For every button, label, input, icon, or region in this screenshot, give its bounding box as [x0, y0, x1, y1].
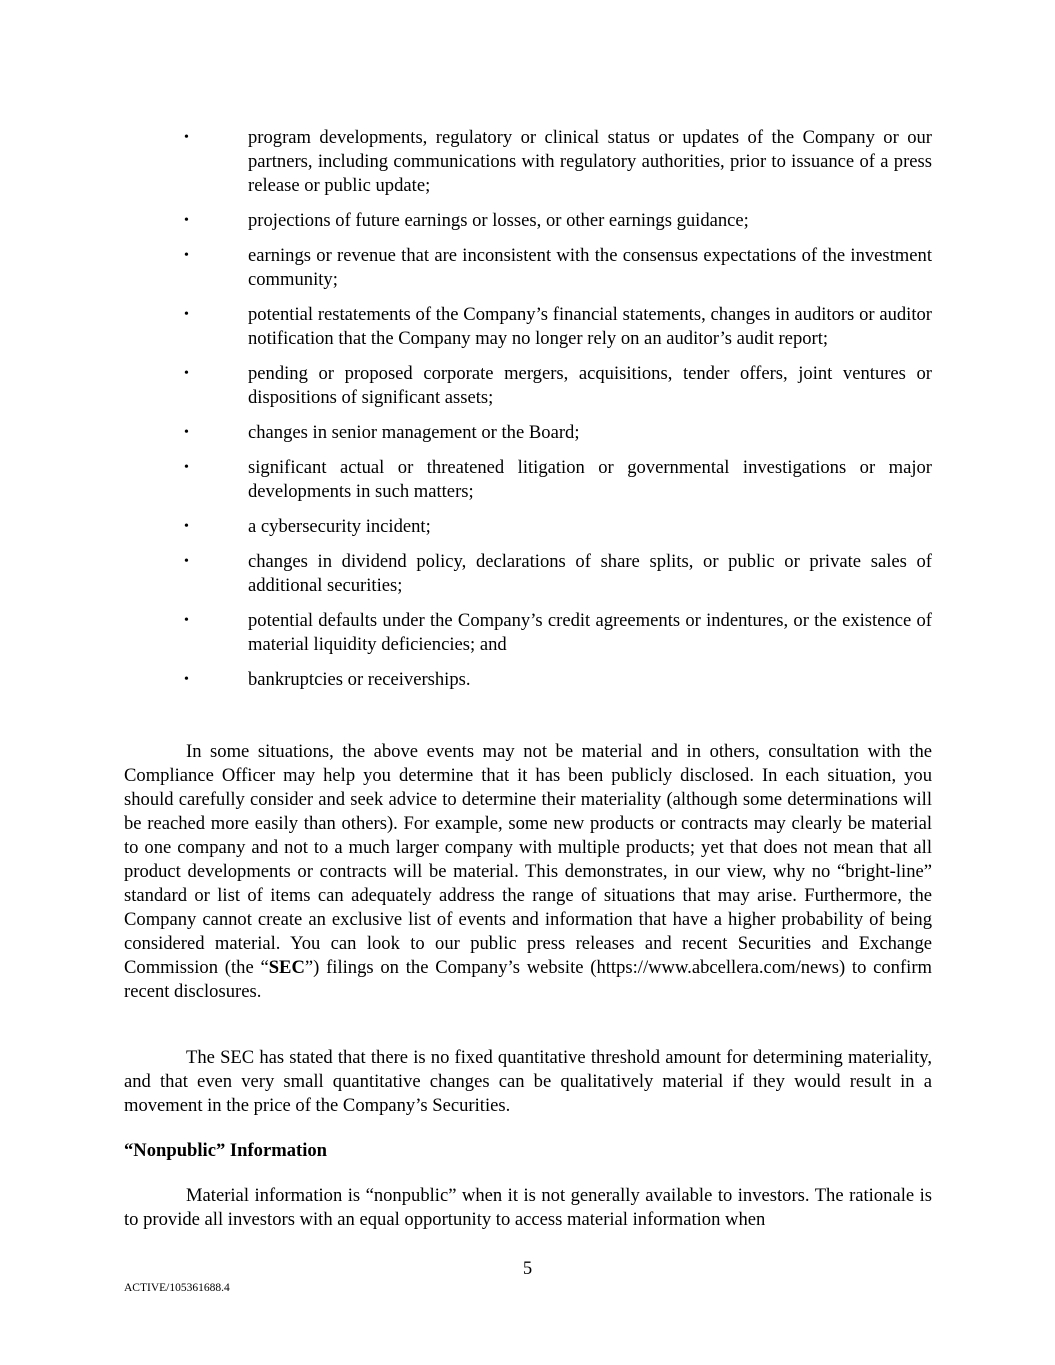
bullet-icon: •: [184, 366, 189, 381]
bullet-icon: •: [184, 554, 189, 569]
bullet-icon: •: [184, 460, 189, 475]
sec-defined-term: SEC: [268, 957, 305, 978]
list-item-text: changes in senior management or the Board;: [248, 422, 580, 443]
list-item: [124, 609, 932, 657]
materiality-paragraph-text-start: In some situations, the above events may not be material and in others, consultation with the Compliance Officer may help you determine that it has been publicly disclosed. In each situation, you should carefully consider and seek advice to determine their materiality (although some determinations will be reached more easily than others). For example, some new products or contracts may clearly be material to one company and not to a much larger company with multiple products; yet that does not mean that all product developments or contracts will be material. This demonstrates, in our view, why no “bright-line” standard or list of items can adequately address the range of situations that may arise. Furthermore, the Company cannot create an exclusive list of events and information that have a higher probability of being considered material. You can look to our public press releases and recent Securities and Exchange Commission (the “: [124, 741, 932, 978]
list-item-text: a cybersecurity incident;: [248, 516, 431, 537]
bullet-icon: •: [184, 425, 189, 440]
list-item: [124, 126, 932, 198]
list-item: [124, 421, 932, 445]
list-item-text: projections of future earnings or losses, or other earnings guidance;: [248, 210, 749, 231]
list-item: [124, 303, 932, 351]
list-item: [124, 456, 932, 504]
list-item: [124, 362, 932, 410]
list-item: [124, 244, 932, 292]
materiality-paragraph: [124, 740, 932, 1004]
document-id-footer: ACTIVE/105361688.4: [124, 1282, 230, 1294]
list-item-text: pending or proposed corporate mergers, acquisitions, tender offers, joint ventures or dispositions of significant assets;: [248, 363, 932, 408]
list-item-text: potential defaults under the Company’s credit agreements or indentures, or the existence of material liquidity deficiencies; and: [248, 610, 932, 655]
list-item: [124, 515, 932, 539]
bullet-icon: •: [184, 519, 189, 534]
sec-threshold-paragraph: The SEC has stated that there is no fixed quantitative threshold amount for determining materiality, and that even very small quantitative changes can be qualitatively material if they would result in a movement in the price of the Company’s Securities.: [124, 1047, 932, 1116]
list-item-text: potential restatements of the Company’s financial statements, changes in auditors or auditor notification that the Company may no longer rely on an auditor’s audit report;: [248, 304, 932, 349]
list-item: [124, 550, 932, 598]
list-item: [124, 668, 932, 692]
nonpublic-paragraph: Material information is “nonpublic” when it is not generally available to investors. The rationale is to provide all investors with an equal opportunity to access material information when: [124, 1185, 932, 1230]
bullet-icon: •: [184, 613, 189, 628]
section-heading: “Nonpublic” Information: [124, 1140, 328, 1161]
bullet-icon: •: [184, 672, 189, 687]
list-item: [124, 209, 932, 233]
list-item-text: program developments, regulatory or clinical status or updates of the Company or our partners, including communications with regulatory authorities, prior to issuance of a press release or public update;: [248, 127, 932, 196]
bullet-icon: •: [184, 213, 189, 228]
materiality-paragraph-text-end: ”) filings on the Company’s website (https://www.abcellera.com/news) to confirm recent disclosures.: [124, 957, 932, 1002]
list-item-text: bankruptcies or receiverships.: [248, 669, 471, 690]
bullet-icon: •: [184, 248, 189, 263]
page-number: 5: [522, 1258, 533, 1279]
list-item-text: changes in dividend policy, declarations of share splits, or public or private sales of additional securities;: [248, 551, 932, 596]
list-item-text: earnings or revenue that are inconsistent with the consensus expectations of the investment community;: [248, 245, 932, 290]
list-item-text: significant actual or threatened litigation or governmental investigations or major developments in such matters;: [248, 457, 932, 502]
material-events-list: [124, 126, 932, 703]
bullet-icon: •: [184, 307, 189, 322]
bullet-icon: •: [184, 130, 189, 145]
